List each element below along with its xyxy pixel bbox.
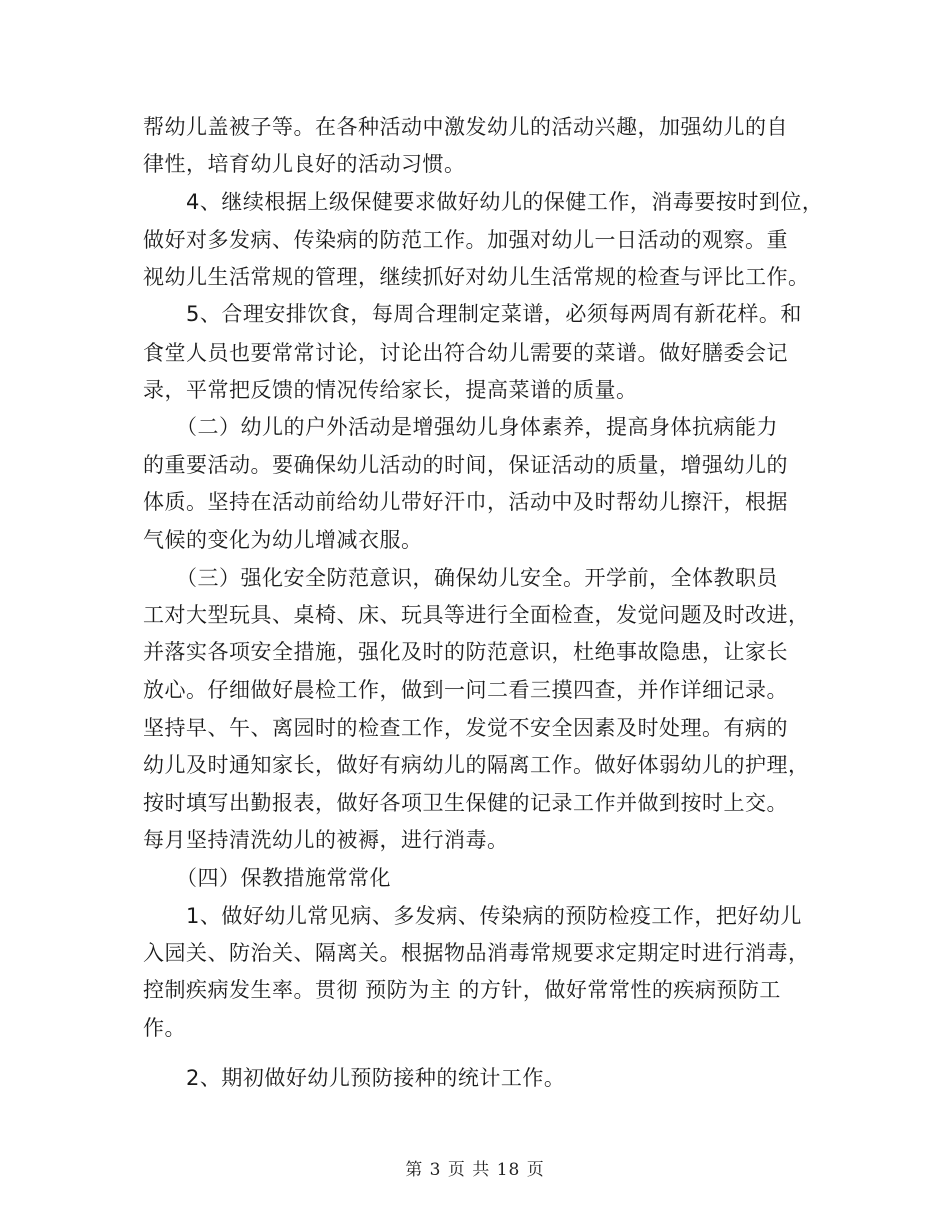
text-line-16: 放心。仔细做好晨检工作，做到一问二看三摸四查，并作详细记录。: [143, 678, 788, 702]
text-line-10: 的重要活动。要确保幼儿活动的时间，保证活动的质量，增强幼儿的: [143, 453, 788, 477]
text-line-5: 视幼儿生活常规的管理，继续抓好对幼儿生活常规的检查与评比工作。: [143, 265, 810, 289]
text-line-14: 工对大型玩具、桌椅、床、玩具等进行全面检查，发觉问题及时改进，: [143, 603, 810, 627]
text-line-15: 并落实各项安全措施，强化及时的防范意识，杜绝事故隐患，让家长: [143, 640, 788, 664]
text-line-2: 律性，培育幼儿良好的活动习惯。: [143, 152, 466, 176]
text-line-18: 幼儿及时通知家长，做好有病幼儿的隔离工作。做好体弱幼儿的护理，: [143, 753, 810, 777]
text-line-24: 控制疾病发生率。贯彻 预防为主 的方针，做好常常性的疾病预防工: [143, 978, 781, 1002]
text-line-17: 坚持早、午、离园时的检查工作，发觉不安全因素及时处理。有病的: [143, 716, 788, 740]
text-line-21: （四）保教措施常常化: [176, 866, 391, 890]
text-line-9: （二）幼儿的户外活动是增强幼儿身体素养，提高身体抗病能力: [176, 415, 778, 439]
text-line-13: （三）强化安全防范意识，确保幼儿安全。开学前，全体教职员: [176, 566, 778, 590]
text-line-25: 作。: [143, 1016, 186, 1040]
text-line-20: 每月坚持清洗幼儿的被褥，进行消毒。: [143, 828, 509, 852]
text-line-22: 1、做好幼儿常见病、多发病、传染病的预防检疫工作，把好幼儿: [186, 904, 802, 928]
text-line-4: 做好对多发病、传染病的防范工作。加强对幼儿一日活动的观察。重: [143, 228, 788, 252]
text-line-8: 录，平常把反馈的情况传给家长，提高菜谱的质量。: [143, 378, 638, 402]
text-line-3: 4、继续根据上级保健要求做好幼儿的保健工作，消毒要按时到位，: [186, 190, 824, 214]
text-line-23: 入园关、防治关、隔离关。根据物品消毒常规要求定期定时进行消毒，: [143, 941, 810, 965]
text-line-12: 气候的变化为幼儿增减衣服。: [143, 528, 423, 552]
text-line-6: 5、合理安排饮食，每周合理制定菜谱，必须每两周有新花样。和: [186, 302, 802, 326]
page-number-footer: 第 3 页 共 18 页: [405, 1160, 545, 1180]
text-line-11: 体质。坚持在活动前给幼儿带好汗巾，活动中及时帮幼儿擦汗，根据: [143, 490, 788, 514]
text-line-26: 2、期初做好幼儿预防接种的统计工作。: [186, 1066, 566, 1090]
text-line-19: 按时填写出勤报表，做好各项卫生保健的记录工作并做到按时上交。: [143, 791, 788, 815]
text-line-1: 帮幼儿盖被子等。在各种活动中激发幼儿的活动兴趣，加强幼儿的自: [143, 115, 788, 139]
text-line-7: 食堂人员也要常常讨论，讨论出符合幼儿需要的菜谱。做好膳委会记: [143, 341, 788, 365]
